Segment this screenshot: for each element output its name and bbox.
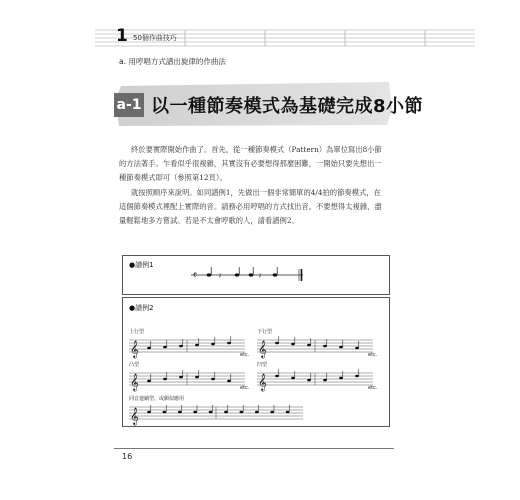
treble-clef-icon: 𝄞 xyxy=(130,373,139,391)
staff-convex xyxy=(129,369,251,391)
staff-ascending xyxy=(129,336,251,358)
footer-rule xyxy=(114,448,394,449)
etc-text-1: etc. xyxy=(240,352,250,358)
repeated-label: 同音連續型、或願似應用 xyxy=(129,396,185,402)
note-head xyxy=(179,376,183,379)
paragraph-1: 終於要實際開始作曲了。首先，從一種節奏模式（Pattern）為單位寫出8小節的方法著手。乍看似乎很複雜，其實沒有必要想得那麼困難，一開始只要先想出一種節奏模式即可（參照第12頁）。 xyxy=(119,145,382,183)
etc-text-2: etc. xyxy=(368,352,378,358)
note-head xyxy=(209,411,213,414)
treble-clef-icon: 𝄞 xyxy=(130,340,139,358)
note-head xyxy=(195,376,199,379)
note-head xyxy=(193,411,197,414)
note-head xyxy=(227,342,231,345)
note-head xyxy=(255,411,259,414)
note-head xyxy=(195,344,199,347)
chapter-number: 1 xyxy=(116,26,128,46)
note-head xyxy=(275,342,279,345)
note-head xyxy=(227,380,231,383)
example-1-box xyxy=(122,255,390,295)
note-head xyxy=(240,411,244,414)
note-head xyxy=(147,380,151,383)
chapter-title: 50個作曲技巧 xyxy=(133,34,177,42)
note-head xyxy=(211,343,215,346)
paragraph-2: 就按照順序來說明。如同譜例1，先做出一個非常簡單的4/4拍的節奏模式，在這個節奏模式裡配上實際的音。請務必用哼唱的方式找出音。不要想得太複雜，盡量輕鬆地多方嘗試。若是不太會哼歌的人，請看譜例2。 xyxy=(119,187,382,226)
rhythm-staff xyxy=(191,262,311,288)
staff-descending xyxy=(257,336,379,358)
note-head xyxy=(147,411,151,414)
example-1-label: ●譜例1 xyxy=(129,261,154,269)
note-head xyxy=(270,411,274,414)
note-head xyxy=(179,345,183,348)
note-head xyxy=(147,347,151,350)
staff-concave xyxy=(257,369,379,391)
note-head xyxy=(163,411,167,414)
note-head xyxy=(323,345,327,348)
treble-clef-icon: 𝄞 xyxy=(258,340,267,358)
treble-clef-icon: 𝄞 xyxy=(130,407,139,425)
note-head xyxy=(286,411,290,414)
note-head xyxy=(355,347,359,350)
note-head xyxy=(211,378,215,381)
page-number: 16 xyxy=(122,452,133,461)
note-head xyxy=(323,379,327,382)
ascending-label: 上行型 xyxy=(129,329,145,335)
note-head xyxy=(307,379,311,382)
treble-clef-icon: 𝄞 xyxy=(258,373,267,391)
example-2-label: ●譜例2 xyxy=(129,304,154,312)
note-head xyxy=(339,377,343,380)
section-badge: a-1 xyxy=(116,97,142,113)
body-text xyxy=(119,143,387,228)
staff-repeated xyxy=(129,403,309,425)
section-banner xyxy=(113,80,424,128)
example-2-box xyxy=(122,297,390,427)
note-head xyxy=(355,375,359,378)
note-head xyxy=(307,344,311,347)
etc-text-4: etc. xyxy=(368,385,378,391)
note-head xyxy=(163,378,167,381)
note-head xyxy=(224,411,228,414)
convex-label: 凸型 xyxy=(129,362,140,368)
section-title: 以一種節奏模式為基礎完成8小節 xyxy=(151,96,424,117)
note-head xyxy=(163,346,167,349)
svg-text:𝄽: 𝄽 xyxy=(219,272,222,280)
note-head xyxy=(339,346,343,349)
svg-text:𝄽: 𝄽 xyxy=(259,272,262,280)
note-head xyxy=(291,343,295,346)
note-head xyxy=(275,375,279,378)
note-head xyxy=(291,377,295,380)
note-head xyxy=(178,411,182,414)
svg-text:𝄴: 𝄴 xyxy=(193,271,198,281)
section-subtitle: a. 用哼唱方式譜出旋律的作曲法 xyxy=(119,57,226,66)
concave-label: 凹型 xyxy=(257,362,268,368)
etc-text-3: etc. xyxy=(240,385,250,391)
descending-label: 下行型 xyxy=(257,329,273,335)
